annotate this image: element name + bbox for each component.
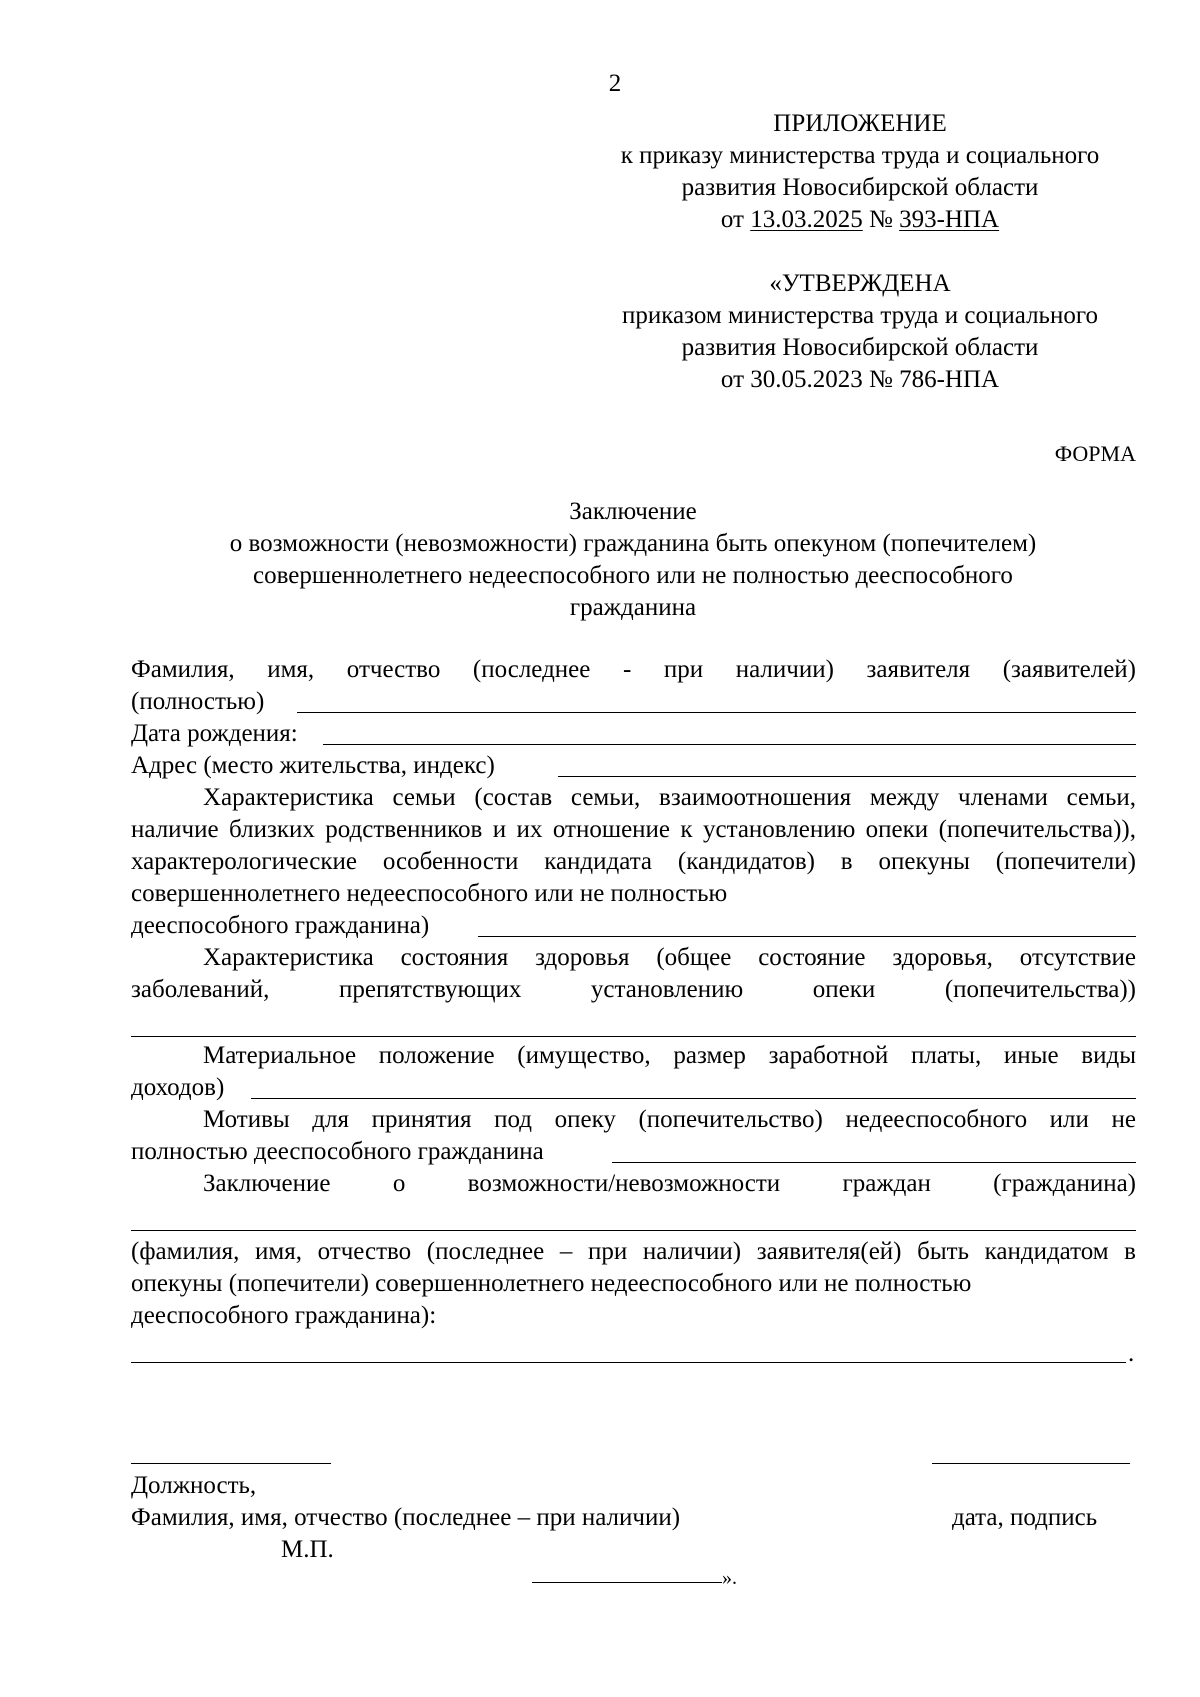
form-label: ФОРМА bbox=[1054, 441, 1136, 466]
appendix-line2: развития Новосибирской области bbox=[681, 174, 1039, 201]
date-signature-line[interactable] bbox=[932, 1463, 1130, 1464]
motives-field[interactable] bbox=[612, 1162, 1136, 1163]
page-number: 2 bbox=[608, 70, 622, 97]
approved-line1: приказом министерства труда и социального bbox=[622, 302, 1098, 329]
appendix-date: 13.03.2025 bbox=[750, 206, 863, 233]
approved-line3: от 30.05.2023 № 786-НПА bbox=[720, 366, 1000, 393]
fio-label-line1: Фамилия, имя, отчество (последнее - при наличии) заявителя (заявителей) bbox=[131, 656, 1136, 683]
conclusion-text-last: дееспособного гражданина): bbox=[131, 1302, 437, 1329]
address-label: Адрес (место жительства, индекс) bbox=[131, 752, 495, 779]
approved-line2: развития Новосибирской области bbox=[681, 334, 1039, 361]
appendix-number-sign: № bbox=[869, 206, 893, 233]
title-line1: Заключение bbox=[569, 498, 697, 525]
motives-label-line2: полностью дееспособного гражданина bbox=[131, 1138, 544, 1165]
appendix-number: 393-НПА bbox=[899, 206, 1000, 233]
health-label-line2: заболеваний, препятствующих установлению опеки (попечительства)) bbox=[131, 976, 1136, 1003]
stamp-label: М.П. bbox=[281, 1536, 334, 1563]
approved-title: «УТВЕРЖДЕНА bbox=[769, 270, 951, 297]
appendix-line1: к приказу министерства труда и социального bbox=[620, 142, 1100, 169]
conclusion-label-line1: Заключение о возможности/невозможности граждан (гражданина) bbox=[203, 1170, 1136, 1197]
appendix-date-line bbox=[540, 204, 1180, 236]
title-line2: о возможности (невозможности) гражданина быть опекуном (попечителем) bbox=[229, 530, 1037, 557]
health-label-line1: Характеристика состояния здоровья (общее состояние здоровья, отсутствие bbox=[203, 944, 1136, 971]
appendix-block bbox=[540, 108, 1180, 236]
appendix-date-prefix: от bbox=[720, 206, 744, 233]
date-sign-label: дата, подпись bbox=[952, 1504, 1098, 1531]
birth-date-label: Дата рождения: bbox=[131, 720, 298, 747]
family-text: Характеристика семьи (состав семьи, взаимоотношения между членами семьи, наличие близких родственников и их отношение к установлению опеки (попечительства)), характерологические особенности кандидата (кандидатов) в опекуны (попечители) совершеннолетнего недееспособного или не полностью bbox=[131, 784, 1136, 907]
final-period: . bbox=[1128, 1340, 1135, 1367]
family-field[interactable] bbox=[478, 936, 1136, 937]
motives-label-line1: Мотивы для принятия под опеку (попечительство) недееспособного или не bbox=[203, 1106, 1136, 1133]
closing-quote: ». bbox=[722, 1567, 737, 1589]
conclusion-result-field[interactable] bbox=[131, 1362, 1126, 1363]
birth-date-field[interactable] bbox=[323, 744, 1136, 745]
approved-block bbox=[540, 268, 1180, 396]
closing-line[interactable] bbox=[532, 1582, 722, 1583]
title-line3: совершеннолетнего недееспособного или не полностью дееспособного bbox=[253, 562, 1013, 589]
conclusion-text: (фамилия, имя, отчество (последнее – при наличии) заявителя(ей) быть кандидатом в опекуны (попечители) совершеннолетнего недееспособного или не полностью bbox=[131, 1238, 1136, 1297]
finance-field[interactable] bbox=[251, 1098, 1136, 1099]
position-signature-line[interactable] bbox=[131, 1463, 331, 1464]
fio-field[interactable] bbox=[297, 712, 1136, 713]
title-line4: гражданина bbox=[569, 594, 697, 621]
fio-label-line2: (полностью) bbox=[131, 688, 265, 715]
family-text-last: дееспособного гражданина) bbox=[131, 912, 430, 939]
signatory-fio-label: Фамилия, имя, отчество (последнее – при наличии) bbox=[131, 1504, 681, 1531]
address-field[interactable] bbox=[558, 776, 1136, 777]
finance-label-line2: доходов) bbox=[131, 1074, 225, 1101]
appendix-title: ПРИЛОЖЕНИЕ bbox=[773, 110, 947, 137]
position-label: Должность, bbox=[131, 1472, 257, 1499]
document-title bbox=[100, 496, 1166, 624]
finance-label-line1: Материальное положение (имущество, размер заработной платы, иные виды bbox=[203, 1042, 1136, 1069]
health-field[interactable] bbox=[131, 1036, 1136, 1037]
conclusion-field[interactable] bbox=[131, 1230, 1136, 1231]
